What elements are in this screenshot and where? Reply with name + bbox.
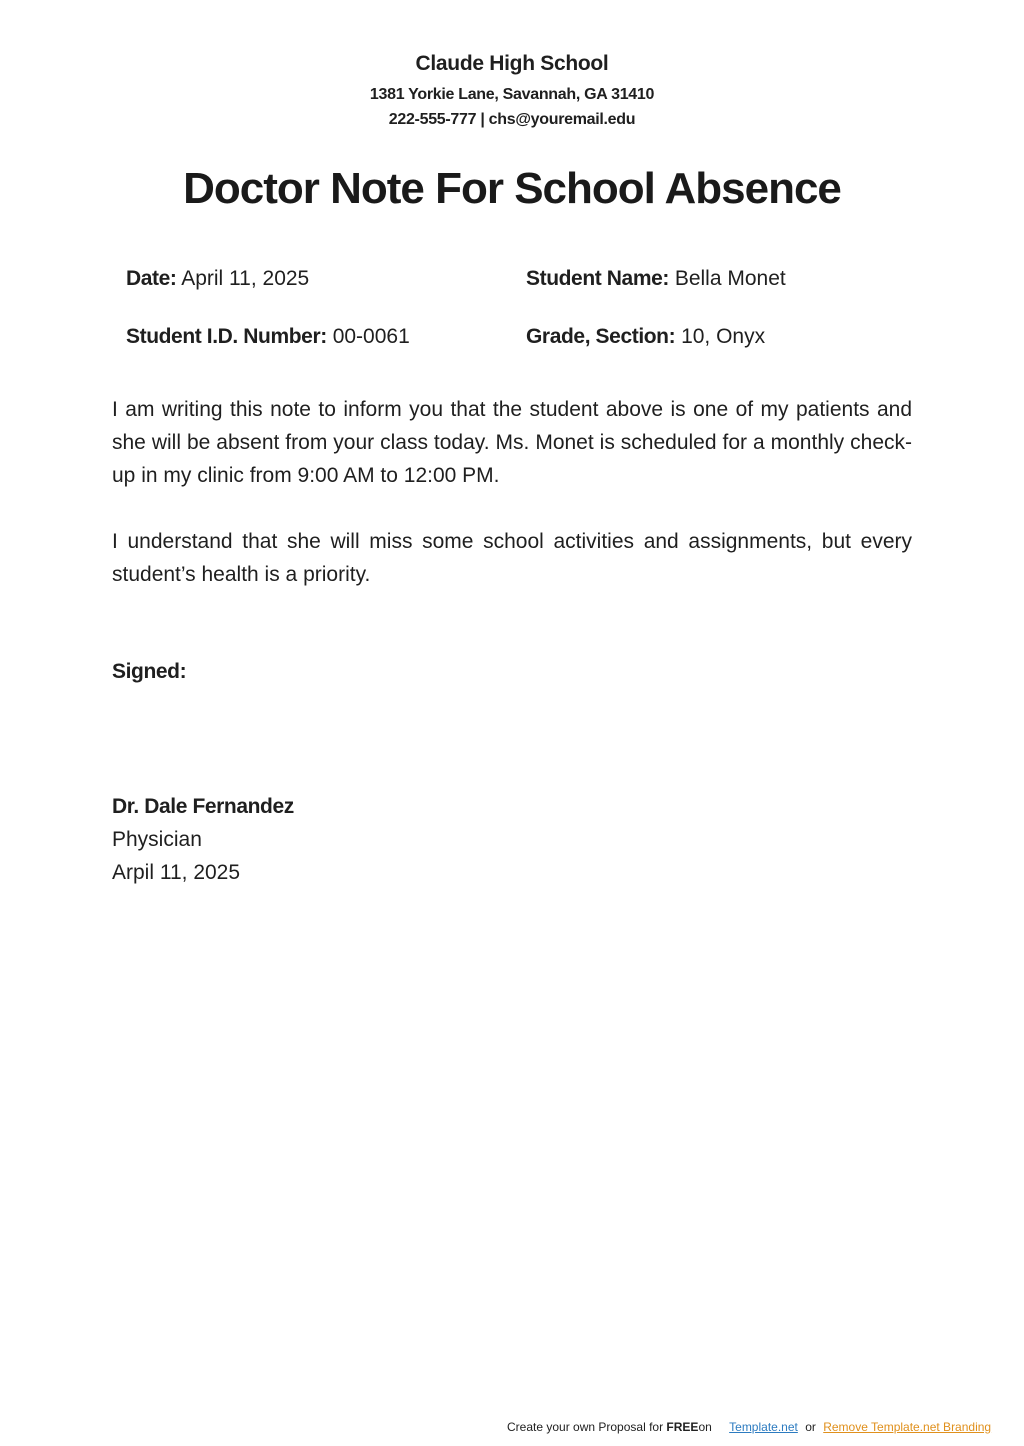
- grade-section-label: Grade, Section:: [526, 325, 676, 348]
- footer-free: FREE: [666, 1420, 699, 1434]
- student-name-field: [526, 267, 786, 291]
- body-paragraph-2: I understand that she will miss some school activities and assignments, but every student’s health is a priority.: [112, 530, 912, 586]
- school-name: Claude High School: [415, 52, 609, 75]
- footer-branding: [507, 1420, 991, 1434]
- student-name-label: Student Name:: [526, 267, 669, 290]
- school-address: 1381 Yorkie Lane, Savannah, GA 31410: [369, 86, 655, 103]
- signature-block: [112, 790, 294, 889]
- student-id-label: Student I.D. Number:: [126, 325, 327, 348]
- student-name-value: Bella Monet: [674, 267, 786, 290]
- body-paragraph-1: I am writing this note to inform you that the student above is one of my patients and she will be absent from your class today. Ms. Monet is scheduled for a monthly check-up in my clinic from 9:00 AM to 12:00 PM.: [112, 398, 912, 487]
- signer-name: Dr. Dale Fernandez: [112, 795, 294, 818]
- student-id-field: [126, 325, 410, 349]
- grade-section-value: 10, Onyx: [681, 325, 766, 348]
- signer-role: Physician: [112, 828, 202, 851]
- footer-on: on: [698, 1420, 712, 1434]
- grade-section-field: [526, 325, 765, 349]
- document-title: Doctor Note For School Absence: [183, 164, 841, 213]
- signed-label: Signed:: [112, 660, 187, 683]
- footer-or: or: [805, 1420, 816, 1434]
- footer-prefix: Create your own Proposal for: [507, 1420, 664, 1434]
- date-field: [126, 267, 309, 291]
- template-net-link[interactable]: Template.net: [729, 1420, 798, 1434]
- remove-branding-link[interactable]: Remove Template.net Branding: [823, 1420, 992, 1434]
- school-contact: 222-555-777 | chs@youremail.edu: [388, 111, 636, 128]
- student-id-value: 00-0061: [332, 325, 410, 348]
- signature-date: Arpil 11, 2025: [112, 861, 241, 884]
- date-value: April 11, 2025: [181, 267, 310, 290]
- date-label: Date:: [126, 267, 177, 290]
